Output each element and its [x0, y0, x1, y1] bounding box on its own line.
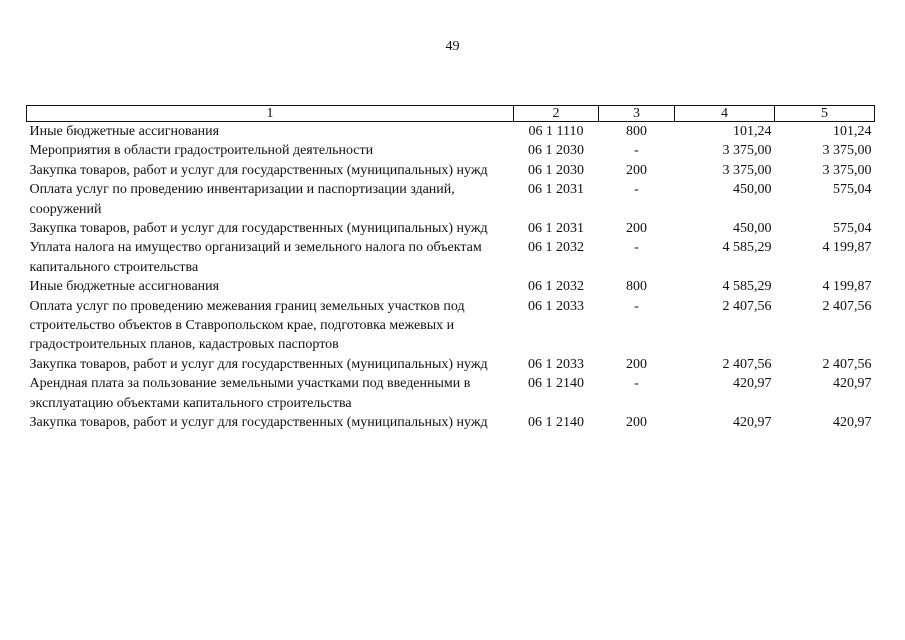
row-expense-type: - — [634, 298, 639, 314]
row-code: 06 1 2030 — [528, 143, 584, 159]
row-value-col4: 420,97 — [733, 376, 772, 392]
row-value-col4: 420,97 — [733, 415, 772, 431]
row-name: Арендная плата за пользование земельными участками под введенными в эксплуатацию объектами капитального строительства — [29, 376, 471, 411]
row-expense-type: - — [634, 182, 639, 198]
row-value-col4: 101,24 — [733, 124, 772, 139]
row-name: Закупка товаров, работ и услуг для государственных (муниципальных) нужд — [29, 162, 488, 178]
row-name: Иные бюджетные ассигнования — [29, 279, 220, 295]
row-value-col5: 3 375,00 — [822, 143, 872, 159]
table-row — [27, 180, 875, 219]
table-row — [27, 413, 875, 432]
row-code: 06 1 2140 — [528, 415, 584, 431]
row-name: Закупка товаров, работ и услуг для государственных (муниципальных) нужд — [29, 356, 488, 372]
row-value-col5: 3 375,00 — [822, 162, 872, 178]
row-value-col5: 2 407,56 — [822, 356, 872, 372]
budget-table — [26, 105, 875, 433]
row-expense-type: 200 — [626, 356, 647, 372]
row-value-col4: 450,00 — [733, 221, 772, 237]
table-row — [27, 297, 875, 355]
row-value-col4: 3 375,00 — [722, 143, 772, 159]
table-row — [27, 141, 875, 160]
column-header-5: 5 — [775, 106, 875, 122]
row-code: 06 1 2032 — [528, 279, 584, 295]
row-value-col4: 450,00 — [733, 182, 772, 198]
row-code: 06 1 2033 — [528, 356, 584, 372]
row-value-col5: 575,04 — [833, 221, 872, 237]
row-code: 06 1 2031 — [528, 182, 584, 198]
row-value-col5: 420,97 — [833, 415, 872, 431]
table-row — [27, 355, 875, 374]
row-value-col4: 4 585,29 — [722, 240, 772, 256]
table-row — [27, 122, 875, 142]
row-code: 06 1 2030 — [528, 162, 584, 178]
row-expense-type: - — [634, 240, 639, 256]
row-name: Закупка товаров, работ и услуг для государственных (муниципальных) нужд — [29, 415, 488, 431]
row-code: 06 1 2032 — [528, 240, 584, 256]
row-value-col5: 420,97 — [833, 376, 872, 392]
row-code: 06 1 2033 — [528, 298, 584, 314]
row-expense-type: - — [634, 376, 639, 392]
row-name: Оплата услуг по проведению межевания границ земельных участков под строительство объектов в Ставропольском крае, подготовка межевых и градостроительных планов, кадастровых паспортов — [29, 298, 465, 353]
page-number: 49 — [445, 39, 460, 54]
row-name: Закупка товаров, работ и услуг для государственных (муниципальных) нужд — [29, 221, 488, 237]
row-value-col5: 575,04 — [833, 182, 872, 198]
row-value-col4: 3 375,00 — [722, 162, 772, 178]
row-value-col4: 2 407,56 — [722, 356, 772, 372]
row-name: Оплата услуг по проведению инвентаризации и паспортизации зданий, сооружений — [29, 182, 455, 217]
row-value-col5: 101,24 — [833, 124, 872, 139]
row-value-col5: 4 199,87 — [822, 279, 872, 295]
row-value-col4: 2 407,56 — [722, 298, 772, 314]
row-value-col4: 4 585,29 — [722, 279, 772, 295]
row-code: 06 1 1110 — [528, 124, 584, 139]
row-expense-type: 200 — [626, 415, 647, 431]
row-expense-type: 200 — [626, 221, 647, 237]
row-name: Уплата налога на имущество организаций и земельного налога по объектам капитального строительства — [29, 240, 482, 275]
table-header-row — [27, 106, 875, 122]
row-expense-type: 800 — [626, 124, 647, 139]
column-header-2: 2 — [514, 106, 599, 122]
row-value-col5: 2 407,56 — [822, 298, 872, 314]
column-header-3: 3 — [599, 106, 675, 122]
row-expense-type: 200 — [626, 162, 647, 178]
table-row — [27, 161, 875, 180]
row-name: Иные бюджетные ассигнования — [29, 124, 220, 139]
table-body — [27, 122, 875, 433]
row-name: Мероприятия в области градостроительной деятельности — [29, 143, 374, 159]
table-row — [27, 374, 875, 413]
row-value-col5: 4 199,87 — [822, 240, 872, 256]
table-row — [27, 219, 875, 238]
column-header-1: 1 — [27, 106, 514, 122]
column-header-4: 4 — [675, 106, 775, 122]
table-row — [27, 238, 875, 277]
row-code: 06 1 2140 — [528, 376, 584, 392]
row-code: 06 1 2031 — [528, 221, 584, 237]
table-row — [27, 277, 875, 296]
row-expense-type: - — [634, 143, 639, 159]
row-expense-type: 800 — [626, 279, 647, 295]
